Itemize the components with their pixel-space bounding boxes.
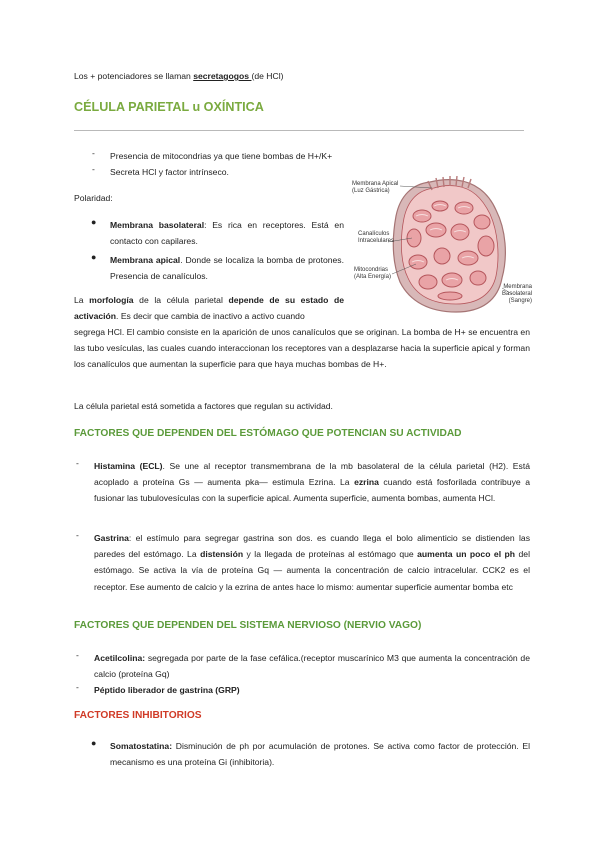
figure-label-canaliculos	[358, 231, 394, 245]
parietal-cell-figure	[352, 176, 532, 316]
histamina-item	[94, 458, 530, 507]
figure-label-apical	[352, 181, 398, 195]
morphology-paragraph-rest: segrega HCl. El cambio consiste en la aparición de unos canalículos que se originan. La bomba de H+ se encuentra en las tubo vesículas, las cuales cuando interaccionan los receptores van a desplazarse hacia la superficie apical y forman los canalículos que aumentan la superficie para que haya muchas bombas de H+.	[74, 327, 530, 370]
basolateral-term: Membrana basolateral	[110, 220, 205, 230]
apical-sublabel: (Luz Gástrica)	[352, 188, 390, 194]
somatostatina-text: Disminución de ph por acumulación de protones. Se activa como factor de protección. El mecanismo es una proteína Gi (inhibitoria).	[110, 741, 530, 768]
title-divider	[74, 130, 524, 131]
heading-nervous: FACTORES QUE DEPENDEN DEL SISTEMA NERVIOSO (NERVIO VAGO)	[74, 620, 422, 631]
mitocondrias-sublabel: (Alta Energía)	[354, 274, 392, 280]
gastrina-item	[94, 530, 530, 595]
intro-line	[74, 68, 534, 84]
figure-label-mitocondrias	[354, 267, 391, 281]
peptido-term: Péptido liberador de gastrina (GRP)	[94, 685, 240, 695]
apical-term: Membrana apical	[110, 255, 181, 265]
somatostatina-item	[110, 738, 530, 770]
acetilcolina-item	[94, 650, 530, 682]
somatostatina-term: Somatostatina:	[110, 741, 173, 751]
polarity-item-apical	[110, 252, 344, 284]
morph-s2: de la célula parietal	[133, 295, 229, 305]
acetilcolina-text: segregada por parte de la fase cefálica.(receptor muscarínico M3 que aumenta la concentración de calcio (proteína Gq)	[94, 653, 530, 680]
gastrina-term: Gastrina	[94, 533, 129, 543]
gastrina-b3: aumenta un poco el ph	[417, 549, 516, 560]
intro-post: (de HCl)	[251, 71, 284, 81]
heading-stomach: FACTORES QUE DEPENDEN DEL ESTÓMAGO QUE POTENCIAN SU ACTIVIDAD	[74, 428, 462, 439]
peptido-item	[94, 682, 530, 698]
intro-term: secretagogos	[193, 71, 252, 81]
bullet-icon: ●	[91, 217, 97, 227]
morph-s1: La	[74, 295, 90, 305]
dash-marker: -	[92, 164, 95, 174]
morph-b2: depende de su estado de activación	[74, 295, 345, 322]
regulation-text: La célula parietal está sometida a factores que regulan su actividad.	[74, 401, 333, 411]
apical-label: Membrana Apical	[352, 181, 399, 187]
mitocondrias-label: Mitocondrias	[354, 267, 389, 273]
gastrina-t1: : el estímulo para segregar gastrina son dos. es cuando llega el bolo alimenticio se distienden las paredes del estómago. La	[94, 533, 530, 560]
morph-b1: morfología	[89, 295, 134, 305]
acetilcolina-term: Acetilcolina:	[94, 653, 146, 663]
apical-text: . Donde se localiza la bomba de protones. Presencia de canalículos.	[110, 255, 344, 282]
section-title: CÉLULA PARIETAL u OXÍNTICA	[74, 100, 264, 114]
bullet-icon: ●	[91, 252, 97, 262]
morphology-paragraph-top: La morfología de la célula parietal depende de su estado de activación. Es decir que cambia de inactivo a activo cuando	[74, 295, 345, 322]
dash-item-1: Presencia de mitocondrias ya que tiene bombas de H+/K+	[110, 151, 333, 161]
gastrina-t2: y la llegada de proteínas al estómago que	[243, 549, 418, 560]
histamina-b2: ezrina	[354, 477, 379, 488]
basolateral-label-2: Basolateral	[502, 291, 533, 297]
canaliculos-sublabel: Intracelulares	[358, 238, 395, 244]
bullet-icon: ●	[91, 738, 97, 748]
gastrina-b2: distensión	[200, 549, 244, 560]
figure-label-basolateral	[502, 284, 532, 305]
polarity-item-basolateral	[110, 217, 344, 249]
histamina-t2: cuando está fosforilada contribuye a fusionar las tubulovesículas con la superficie apical. Aumenta superficie, aumenta bombas, aumenta HCl.	[94, 477, 530, 504]
basolateral-label-1: Membrana	[503, 284, 532, 290]
canaliculos-label: Canalículos	[358, 231, 390, 237]
dash-marker: -	[76, 650, 79, 660]
dash-marker: -	[76, 458, 79, 468]
dash-item-2: Secreta HCl y factor intrínseco.	[110, 167, 229, 177]
gastrina-t3: del estómago. Se activa la vía de proteína Gq — aumenta la concentración de calcio intracelular. CCK2 es el receptor. Ese aumento de calcio y la ezrina de antes hace lo mismo: aumentar superficie aumentar bomba etc	[94, 549, 530, 592]
dash-marker: -	[92, 148, 95, 158]
polarity-label: Polaridad:	[74, 193, 113, 203]
basolateral-label-3: (Sangre)	[508, 298, 532, 304]
dash-marker: -	[76, 530, 79, 540]
heading-inhibitory: FACTORES INHIBITORIOS	[74, 710, 202, 721]
dash-marker: -	[76, 682, 79, 692]
histamina-term: Histamina (ECL)	[94, 461, 163, 471]
histamina-t1: . Se une al receptor transmembrana de la mb basolateral de la célula parietal (H2). Está acoplado a proteína Gs — aumenta pka— estimula Ezrina. La	[94, 461, 530, 488]
basolateral-text: : Es rica en receptores. Está en contacto con capilares.	[110, 220, 344, 247]
intro-pre: Los + potenciadores se llaman	[74, 71, 194, 81]
